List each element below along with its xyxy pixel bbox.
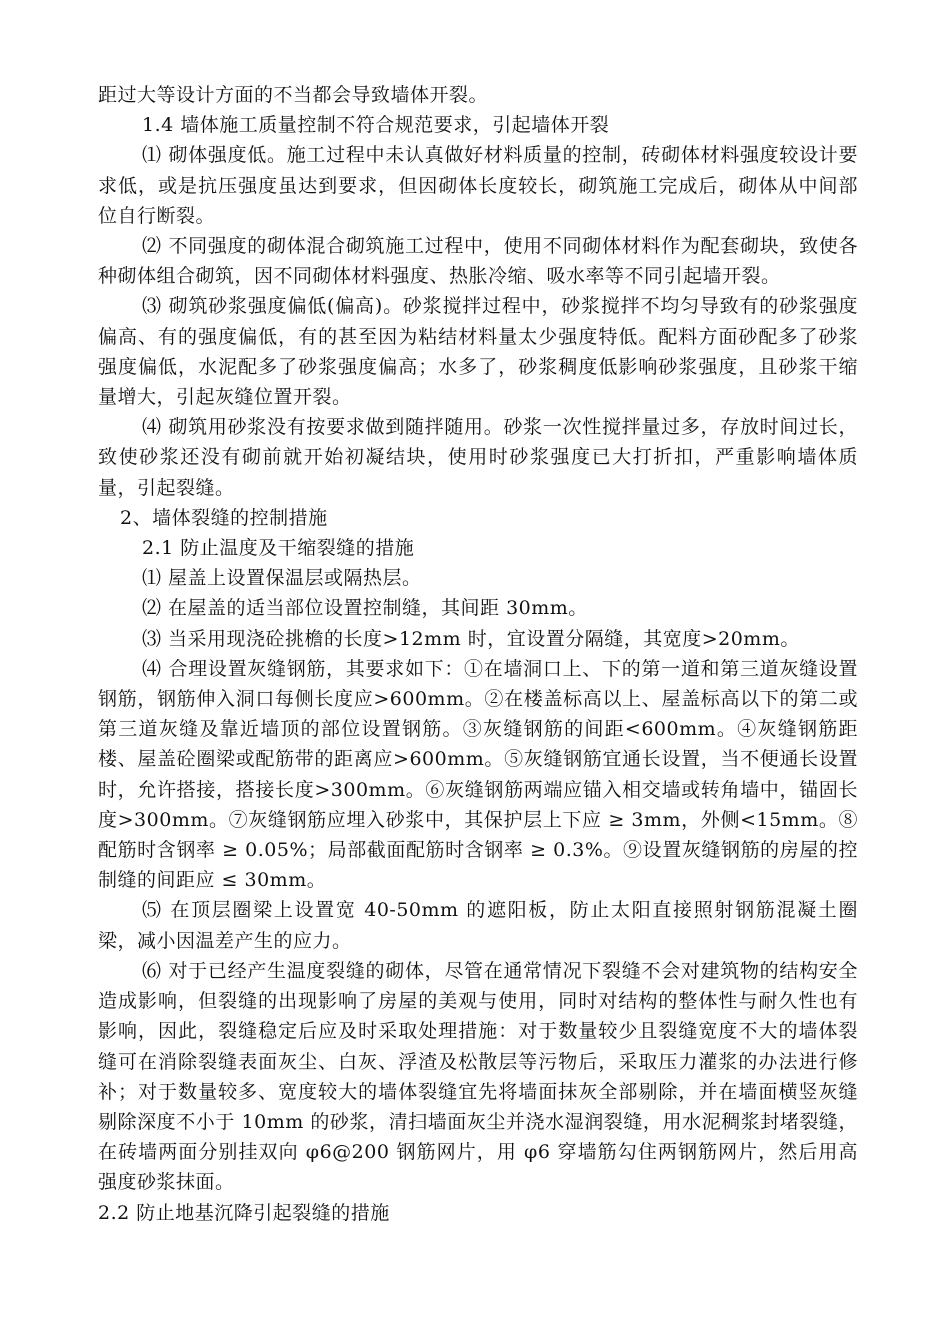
paragraph-item-2: ⑵ 不同强度的砌体混合砌筑施工过程中，使用不同砌体材料作为配套砌块，致使各种砌体组合砌筑，因不同砌体材料强度、热胀冷缩、吸水率等不同引起墙开裂。 (98, 235, 858, 288)
measure-item-1: ⑴ 屋盖上设置保温层或隔热层。 (142, 567, 422, 590)
measure-item-4: ⑷ 合理设置灰缝钢筋，其要求如下：①在墙洞口上、下的第一道和第三道灰缝设置钢筋，钢筋伸入洞口每侧长度应>600mm。②在楼盖标高以上、屋盖标高以下的第二或第三道灰缝及靠近墙顶的部位设置钢筋。③灰缝钢筋的间距<600mm。④灰缝钢筋距楼、屋盖砼圈梁或配筋带的距离应>600mm。⑤灰缝钢筋宜通长设置，当不便通长设置时，允许搭接，搭接长度>300mm。⑥灰缝钢筋两端应锚入相交墙或转角墙中，锚固长度>300mm。⑦灰缝钢筋应埋入砂浆中，其保护层上下应 ≥ 3mm，外侧<15mm。⑧配筋时含钢率 ≥ 0.05%；局部截面配筋时含钢率 ≥ 0.3%。⑨设置灰缝钢筋的房屋的控制缝的间距应 ≤ 30mm。 (98, 657, 858, 892)
measure-item-6: ⑹ 对于已经产生温度裂缝的砌体，尽管在通常情况下裂缝不会对建筑物的结构安全造成影响，但裂缝的出现影响了房屋的美观与使用，同时对结构的整体性与耐久性也有影响，因此，裂缝稳定后应及时采取处理措施：对于数量较少且裂缝宽度不大的墙体裂缝可在消除裂缝表面灰尘、白灰、浮渣及松散层等污物后，采取压力灌浆的办法进行修补；对于数量较多、宽度较大的墙体裂缝宜先将墙面抹灰全部剔除，并在墙面横竖灰缝剔除深度不小于 10mm 的砂浆，清扫墙面灰尘并浇水湿润裂缝，用水泥稠浆封堵裂缝，在砖墙两面分别挂双向 φ6@200 钢筋网片，用 φ6 穿墙筋勾住两钢筋网片，然后用高强度砂浆抹面。 (98, 959, 858, 1194)
paragraph-continuation: 距过大等设计方面的不当都会导致墙体开裂。 (98, 84, 489, 106)
paragraph-item-4: ⑷ 砌筑用砂浆没有按要求做到随拌随用。砂浆一次性搅拌量过多，存放时间过长，致使砂浆还没有砌前就开始初凝结块，使用时砂浆强度已大打折扣，严重影响墙体质量，引起裂缝。 (98, 416, 858, 499)
measure-item-3: ⑶ 当采用现浇砼挑檐的长度>12mm 时，宜设置分隔缝，其宽度>20mm。 (142, 627, 800, 650)
section-heading-2-2: 2.2 防止地基沉降引起裂缝的措施 (98, 1201, 390, 1224)
measure-item-2: ⑵ 在屋盖的适当部位设置控制缝，其间距 30mm。 (142, 597, 588, 620)
paragraph-item-1: ⑴ 砌体强度低。施工过程中未认真做好材料质量的控制，砖砌体材料强度较设计要求低，或是抗压强度虽达到要求，但因砌体长度较长，砌筑施工完成后，砌体从中间部位自行断裂。 (98, 144, 858, 227)
paragraph-item-3: ⑶ 砌筑砂浆强度偏低(偏高)。砂浆搅拌过程中，砂浆搅拌不均匀导致有的砂浆强度偏高、有的强度偏低，有的甚至因为粘结材料量太少强度特低。配料方面砂配多了砂浆强度偏低，水泥配多了砂浆强度偏高；水多了，砂浆稠度低影响砂浆强度，且砂浆干缩量增大，引起灰缝位置开裂。 (98, 295, 858, 409)
section-heading-2-1: 2.1 防止温度及干缩裂缝的措施 (142, 537, 415, 560)
section-heading-2: 2、墙体裂缝的控制措施 (120, 506, 328, 529)
document-body (98, 80, 858, 1228)
section-heading-1-4: 1.4 墙体施工质量控制不符合规范要求，引起墙体开裂 (142, 114, 610, 137)
measure-item-5: ⑸ 在顶层圈梁上设置宽 40-50mm 的遮阳板，防止太阳直接照射钢筋混凝土圈梁，减小因温差产生的应力。 (98, 899, 858, 952)
